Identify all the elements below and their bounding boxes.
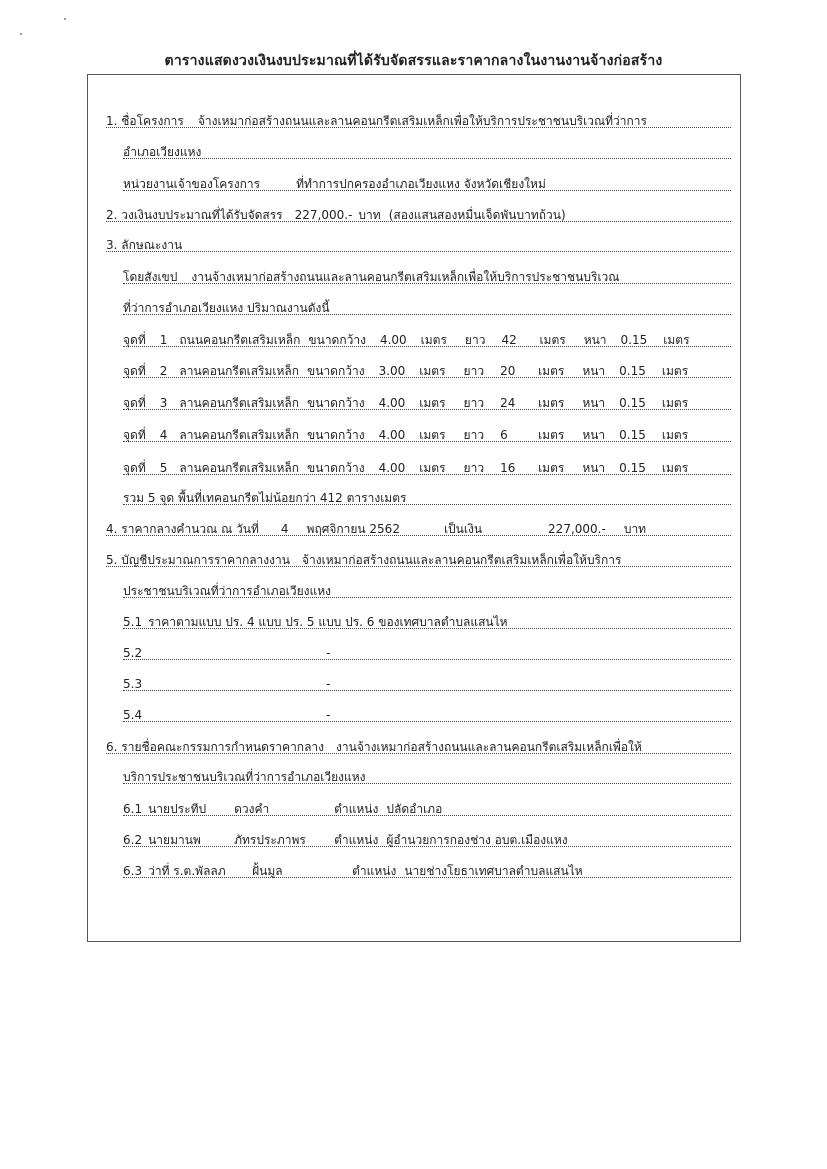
point-label: จุดที่ — [123, 461, 146, 475]
item-number: 5.4 — [123, 708, 143, 722]
total-line — [123, 488, 414, 508]
member-last-name: ฝั้นมูล — [252, 864, 283, 878]
member-first-name: นายประทีป — [148, 802, 207, 816]
summary-text-cont: ที่ว่าการอำเภอเวียงแหง ปริมาณงานดังนี้ — [123, 301, 330, 315]
position-label: ตำแหน่ง — [334, 802, 379, 816]
thickness-label: หนา — [583, 333, 607, 347]
item-number: 5.2 — [123, 646, 143, 660]
length-value: 6 — [500, 428, 508, 442]
owner-label: หน่วยงานเจ้าของโครงการ — [123, 177, 261, 191]
length-value: 24 — [500, 396, 516, 410]
summary-text: งานจ้างเหมาก่อสร้างถนนและลานคอนกรีตเสริมเหล็กเพื่อให้บริการประชาชนบริเวณ — [191, 270, 620, 284]
length-label: ยาว — [463, 461, 485, 475]
point-desc: ถนนคอนกรีตเสริมเหล็ก — [179, 333, 301, 347]
committee-project: งานจ้างเหมาก่อสร้างถนนและลานคอนกรีตเสริมเหล็กเพื่อให้ — [336, 740, 642, 754]
thickness-value: 0.15 — [619, 364, 646, 378]
work-type-line — [106, 235, 190, 255]
scan-speck — [20, 33, 22, 35]
estimate-label: 5. บัญชีประมาณการราคากลางงาน — [106, 553, 290, 567]
member-first-name: ว่าที่ ร.ต.พัลลภ — [148, 864, 226, 878]
point-desc: ลานคอนกรีตเสริมเหล็ก — [179, 396, 300, 410]
point-label: จุดที่ — [123, 333, 146, 347]
project-name-line-2 — [123, 142, 209, 162]
point-desc: ลานคอนกรีตเสริมเหล็ก — [179, 364, 300, 378]
owner-line — [123, 174, 554, 194]
estimate-name: จ้างเหมาก่อสร้างถนนและลานคอนกรีตเสริมเหล็กเพื่อให้บริการ — [301, 553, 622, 567]
width-value: 4.00 — [378, 461, 406, 475]
length-value: 42 — [501, 333, 517, 347]
scan-speck — [64, 18, 66, 20]
committee-line — [106, 737, 650, 757]
thickness-value: 0.15 — [619, 396, 646, 410]
point-label: จุดที่ — [123, 364, 146, 378]
project-name: จ้างเหมาก่อสร้างถนนและลานคอนกรีตเสริมเหล็กเพื่อให้บริการประชาชนบริเวณที่ว่าการ — [197, 114, 647, 128]
width-value: 4.00 — [378, 396, 406, 410]
dotted-rule — [106, 251, 731, 252]
estimate-name-cont: ประชาชนบริเวณที่ว่าการอำเภอเวียงแหง — [123, 584, 332, 598]
point-number: 4 — [159, 428, 168, 442]
member-last-name: ดวงคำ — [234, 802, 270, 816]
unit: เมตร — [419, 364, 446, 378]
estimate-item-line — [123, 643, 338, 663]
summary-label: โดยสังเขป — [123, 270, 178, 284]
width-label: ขนาดกว้าง — [307, 364, 365, 378]
thickness-value: 0.15 — [620, 333, 648, 347]
dotted-rule — [123, 158, 731, 159]
committee-project-cont: บริการประชาชนบริเวณที่ว่าการอำเภอเวียงแหง — [123, 770, 366, 784]
point-label: จุดที่ — [123, 428, 146, 442]
width-label: ขนาดกว้าง — [308, 333, 366, 347]
estimate-item-line — [123, 674, 338, 694]
committee-member-line — [123, 830, 576, 850]
item-text: - — [326, 646, 331, 660]
work-point-line — [123, 425, 688, 445]
length-label: ยาว — [463, 396, 485, 410]
item-text: - — [326, 677, 331, 691]
member-position: ปลัดอำเภอ — [386, 802, 443, 816]
budget-words: (สองแสนสองหมื่นเจ็ดพันบาทถ้วน) — [388, 208, 566, 222]
project-name-cont: อำเภอเวียงแหง — [123, 145, 202, 159]
committee-label: 6. รายชื่อคณะกรรมการกำหนดราคากลาง — [106, 740, 325, 754]
item-number: 5.1 — [123, 615, 143, 629]
point-desc: ลานคอนกรีตเสริมเหล็ก — [179, 461, 300, 475]
total-area: รวม 5 จุด พื้นที่เทคอนกรีตไม่น้อยกว่า 412 ตารางเมตร — [123, 491, 407, 505]
committee-member-line — [123, 799, 450, 819]
owner-value: ที่ทำการปกครองอำเภอเวียงแหง จังหวัดเชียงใหม่ — [296, 177, 546, 191]
position-label: ตำแหน่ง — [352, 864, 397, 878]
summary-line-2 — [123, 298, 338, 318]
unit: เมตร — [539, 333, 566, 347]
median-price-line — [106, 519, 646, 539]
thickness-label: หนา — [582, 428, 606, 442]
point-desc: ลานคอนกรีตเสริมเหล็ก — [179, 428, 300, 442]
point-label: จุดที่ — [123, 396, 146, 410]
budget-line — [106, 205, 574, 225]
work-point-line — [123, 458, 688, 478]
work-point-line — [123, 393, 688, 413]
width-value: 4.00 — [379, 333, 407, 347]
thickness-value: 0.15 — [619, 461, 646, 475]
unit: เมตร — [663, 333, 690, 347]
unit: เมตร — [538, 396, 565, 410]
page-title: ตารางแสดงวงเงินงบประมาณที่ได้รับจัดสรรและราคากลางในงานงานจ้างก่อสร้าง — [164, 53, 663, 69]
budget-unit: บาท — [358, 208, 381, 222]
position-label: ตำแหน่ง — [334, 833, 379, 847]
work-type-label: 3. ลักษณะงาน — [106, 238, 183, 252]
price-day: 4 — [280, 522, 289, 536]
length-value: 16 — [500, 461, 516, 475]
unit: เมตร — [538, 428, 565, 442]
unit: เมตร — [661, 396, 689, 410]
point-number: 5 — [159, 461, 168, 475]
length-value: 20 — [500, 364, 516, 378]
member-position: ผู้อำนวยการกองช่าง อบต.เมืองแหง — [386, 833, 568, 847]
unit: เมตร — [419, 428, 446, 442]
width-label: ขนาดกว้าง — [307, 396, 365, 410]
member-last-name: ภัทรประภาพร — [234, 833, 306, 847]
thickness-label: หนา — [582, 364, 606, 378]
money-label: เป็นเงิน — [443, 522, 483, 536]
point-number: 2 — [159, 364, 168, 378]
width-label: ขนาดกว้าง — [307, 428, 365, 442]
width-value: 3.00 — [378, 364, 406, 378]
committee-line-2 — [123, 767, 374, 787]
point-number: 1 — [159, 333, 168, 347]
length-label: ยาว — [463, 428, 485, 442]
estimate-item-line — [123, 705, 338, 725]
committee-member-line — [123, 861, 591, 881]
unit: เมตร — [538, 364, 565, 378]
item-number: 5.3 — [123, 677, 143, 691]
project-name-label: 1. ชื่อโครงการ — [106, 114, 184, 128]
unit: เมตร — [419, 461, 446, 475]
project-name-line — [106, 111, 655, 131]
thickness-label: หนา — [582, 396, 606, 410]
item-text: ราคาตามแบบ ปร. 4 แบบ ปร. 5 แบบ ปร. 6 ของเทศบาลตำบลแสนไห — [148, 615, 508, 629]
estimate-line — [106, 550, 629, 570]
unit: เมตร — [420, 333, 447, 347]
unit: เมตร — [661, 428, 689, 442]
width-value: 4.00 — [378, 428, 406, 442]
unit: เมตร — [538, 461, 565, 475]
price-date-label: 4. ราคากลางคำนวณ ณ วันที่ — [106, 522, 259, 536]
price-month-year: พฤศจิกายน 2562 — [306, 522, 400, 536]
price-amount: 227,000.- — [548, 522, 606, 536]
member-position: นายช่างโยธาเทศบาลตำบลแสนไห — [404, 864, 583, 878]
length-label: ยาว — [463, 364, 485, 378]
work-point-line — [123, 330, 690, 350]
member-number: 6.1 — [123, 802, 143, 816]
estimate-item-line — [123, 612, 516, 632]
unit: เมตร — [419, 396, 446, 410]
item-text: - — [326, 708, 331, 722]
member-number: 6.2 — [123, 833, 143, 847]
member-first-name: นายมานพ — [148, 833, 201, 847]
budget-label: 2. วงเงินงบประมาณที่ได้รับจัดสรร — [106, 208, 283, 222]
thickness-label: หนา — [582, 461, 606, 475]
work-point-line — [123, 361, 688, 381]
estimate-line-2 — [123, 581, 339, 601]
thickness-value: 0.15 — [619, 428, 646, 442]
unit: เมตร — [661, 461, 689, 475]
point-number: 3 — [159, 396, 168, 410]
budget-amount: 227,000.- — [294, 208, 353, 222]
price-unit: บาท — [623, 522, 647, 536]
unit: เมตร — [661, 364, 689, 378]
summary-line — [123, 267, 627, 287]
width-label: ขนาดกว้าง — [307, 461, 365, 475]
member-number: 6.3 — [123, 864, 143, 878]
length-label: ยาว — [464, 333, 486, 347]
